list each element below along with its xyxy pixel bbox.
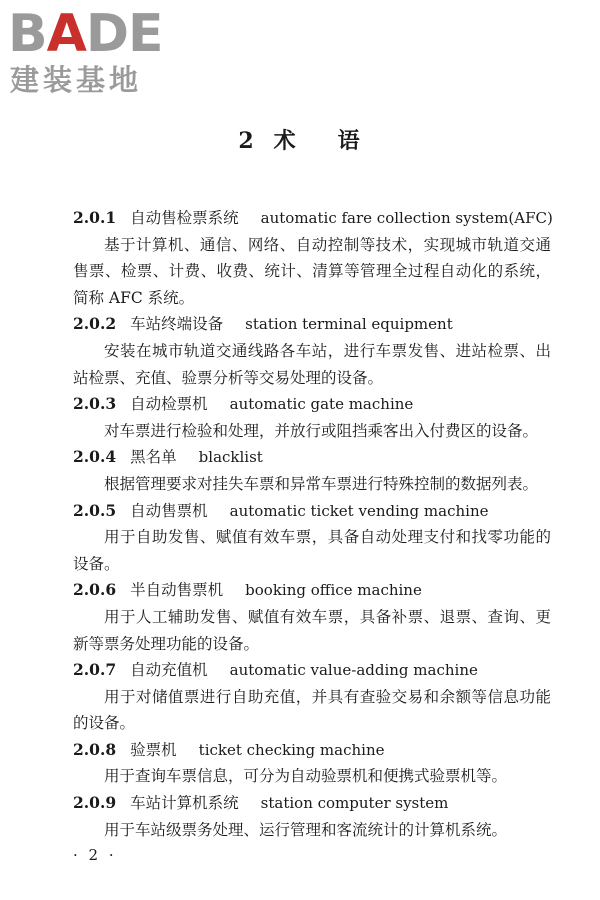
term-english: booking office machine <box>245 581 422 600</box>
term-heading <box>73 737 551 764</box>
term-definition: 用于对储值票进行自助充值，并具有查验交易和余额等信息功能的设备。 <box>73 687 551 733</box>
term-chinese: 半自动售票机 <box>130 581 224 600</box>
term-heading <box>73 391 551 418</box>
term-entry <box>73 391 551 444</box>
term-chinese: 车站终端设备 <box>130 315 224 334</box>
term-number: 2.0.7 <box>73 660 117 680</box>
term-english: automatic fare collection system(AFC) <box>260 209 553 227</box>
page-number: · 2 · <box>73 846 117 864</box>
term-definition: 对车票进行检验和处理，并放行或阻挡乘客出入付费区的设备。 <box>104 421 539 440</box>
term-heading <box>73 444 551 471</box>
term-heading <box>73 205 551 232</box>
chapter-title-part1: 术 <box>273 128 298 154</box>
term-chinese: 车站计算机系统 <box>130 794 239 813</box>
term-definition: 用于查询车票信息，可分为自动验票机和便携式验票机等。 <box>104 767 508 786</box>
term-english: station terminal equipment <box>245 315 453 334</box>
term-number: 2.0.4 <box>73 447 117 467</box>
term-number: 2.0.3 <box>73 394 117 414</box>
term-number: 2.0.9 <box>73 793 117 813</box>
term-english: blacklist <box>198 448 263 467</box>
term-chinese: 黑名单 <box>130 448 177 467</box>
term-definition: 根据管理要求对挂失车票和异常车票进行特殊控制的数据列表。 <box>104 474 539 493</box>
term-entry <box>73 577 551 657</box>
term-number: 2.0.8 <box>73 739 117 759</box>
term-english: automatic ticket vending machine <box>229 501 489 520</box>
logo-letters-de: DE <box>85 4 163 64</box>
term-definition: 安装在城市轨道交通线路各车站，进行车票发售、进站检票、出站检票、充值、验票分析等交易处理的设备。 <box>73 341 551 387</box>
terms-list <box>73 205 551 843</box>
chapter-number: 2 <box>238 128 256 154</box>
term-chinese: 自动售票机 <box>130 501 208 520</box>
term-entry <box>73 444 551 497</box>
term-number: 2.0.5 <box>73 500 117 520</box>
term-chinese: 自动售检票系统 <box>130 209 239 227</box>
term-number: 2.0.2 <box>73 314 117 334</box>
chapter-title-part2: 语 <box>337 128 362 154</box>
term-definition: 用于人工辅助发售、赋值有效车票，具备补票、退票、查询、更新等票务处理功能的设备。 <box>73 607 551 653</box>
term-definition: 用于车站级票务处理、运行管理和客流统计的计算机系统。 <box>104 820 508 839</box>
logo-letter-a: A <box>46 4 86 64</box>
term-english: automatic value-adding machine <box>229 661 478 680</box>
term-entry <box>73 790 551 843</box>
watermark-logo <box>8 6 178 98</box>
term-definition: 基于计算机、通信、网络、自动控制等技术，实现城市轨道交通售票、检票、计费、收费、统计、清算等管理全过程自动化的系统，简称 AFC 系统。 <box>73 235 551 307</box>
chapter-title <box>0 126 600 156</box>
term-number: 2.0.1 <box>73 208 117 227</box>
term-chinese: 自动检票机 <box>130 395 208 414</box>
term-heading <box>73 577 551 604</box>
term-entry <box>73 657 551 737</box>
term-chinese: 验票机 <box>130 740 177 759</box>
term-heading <box>73 657 551 684</box>
logo-wordmark <box>8 6 163 62</box>
term-heading <box>73 498 551 525</box>
term-heading <box>73 311 551 338</box>
term-english: station computer system <box>260 794 449 813</box>
term-entry <box>73 737 551 790</box>
term-chinese: 自动充值机 <box>130 661 208 680</box>
logo-letter-b: B <box>8 4 47 64</box>
term-entry <box>73 205 551 311</box>
term-number: 2.0.6 <box>73 580 117 600</box>
term-heading <box>73 790 551 817</box>
term-entry <box>73 498 551 578</box>
term-definition: 用于自助发售、赋值有效车票，具备自动处理支付和找零功能的设备。 <box>73 528 551 573</box>
logo-chinese: 建装基地 <box>10 63 143 97</box>
term-english: ticket checking machine <box>198 740 385 759</box>
term-entry <box>73 311 551 391</box>
term-english: automatic gate machine <box>229 395 414 414</box>
